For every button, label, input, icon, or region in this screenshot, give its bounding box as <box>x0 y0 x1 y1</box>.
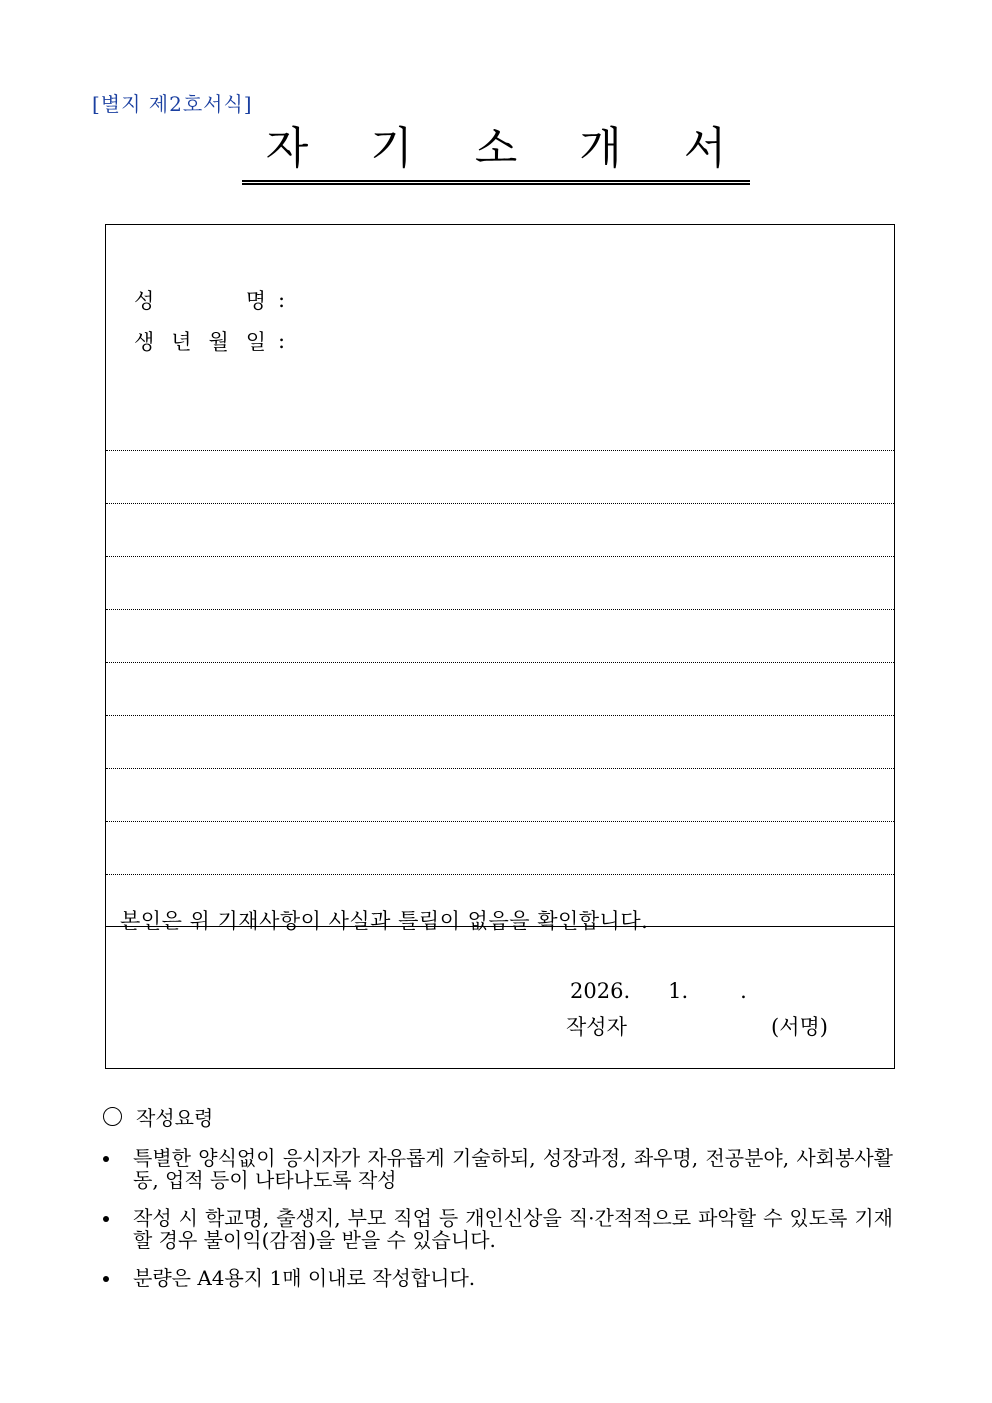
instructions-heading <box>103 1102 893 1131</box>
writing-line[interactable] <box>106 768 894 821</box>
birthdate-field <box>134 326 285 356</box>
writer-line <box>566 1011 828 1041</box>
date-month: 1. <box>668 979 689 1003</box>
form-number-label: [별지 제2호서식] <box>92 92 253 116</box>
birthdate-label: 생 년 월 일 <box>134 330 266 354</box>
name-colon: : <box>278 288 286 312</box>
date-line <box>570 979 785 1003</box>
instructions-title: 작성요령 <box>136 1106 214 1130</box>
writing-line[interactable] <box>106 821 894 874</box>
bullet-icon <box>103 1156 109 1162</box>
list-item: 분량은 A4용지 1매 이내로 작성합니다. <box>103 1267 893 1289</box>
writing-line[interactable] <box>106 450 894 503</box>
name-label: 성 명 <box>134 289 266 313</box>
writing-line[interactable] <box>106 609 894 662</box>
writing-line[interactable] <box>106 662 894 715</box>
name-field <box>134 285 285 315</box>
circle-icon <box>103 1107 122 1126</box>
list-item: 작성 시 학교명, 출생지, 부모 직업 등 개인신상을 직·간적적으로 파악할 수 있도록 기재할 경우 불이익(감점)을 받을 수 있습니다. <box>103 1207 893 1251</box>
form-box <box>105 224 895 1069</box>
bullet-icon <box>103 1216 109 1222</box>
date-day: . <box>740 979 747 1003</box>
writing-lines <box>106 450 894 927</box>
date-year: 2026. <box>570 979 631 1003</box>
writing-line[interactable] <box>106 503 894 556</box>
page-title: 자 기 소 개 서 <box>242 120 750 185</box>
birthdate-colon: : <box>278 329 286 353</box>
bullet-icon <box>103 1276 109 1282</box>
confirmation-text: 본인은 위 기재사항이 사실과 틀림이 없음을 확인합니다. <box>120 909 649 933</box>
list-item: 특별한 양식없이 응시자가 자유롭게 기술하되, 성장과정, 좌우명, 전공분야, 사회봉사활동, 업적 등이 나타나도록 작성 <box>103 1147 893 1191</box>
signature-label: (서명) <box>771 1015 828 1039</box>
writer-label: 작성자 <box>566 1015 627 1039</box>
page-title-wrap <box>0 120 992 185</box>
instructions-section <box>103 1102 893 1289</box>
writing-line[interactable] <box>106 556 894 609</box>
writing-line[interactable] <box>106 715 894 768</box>
